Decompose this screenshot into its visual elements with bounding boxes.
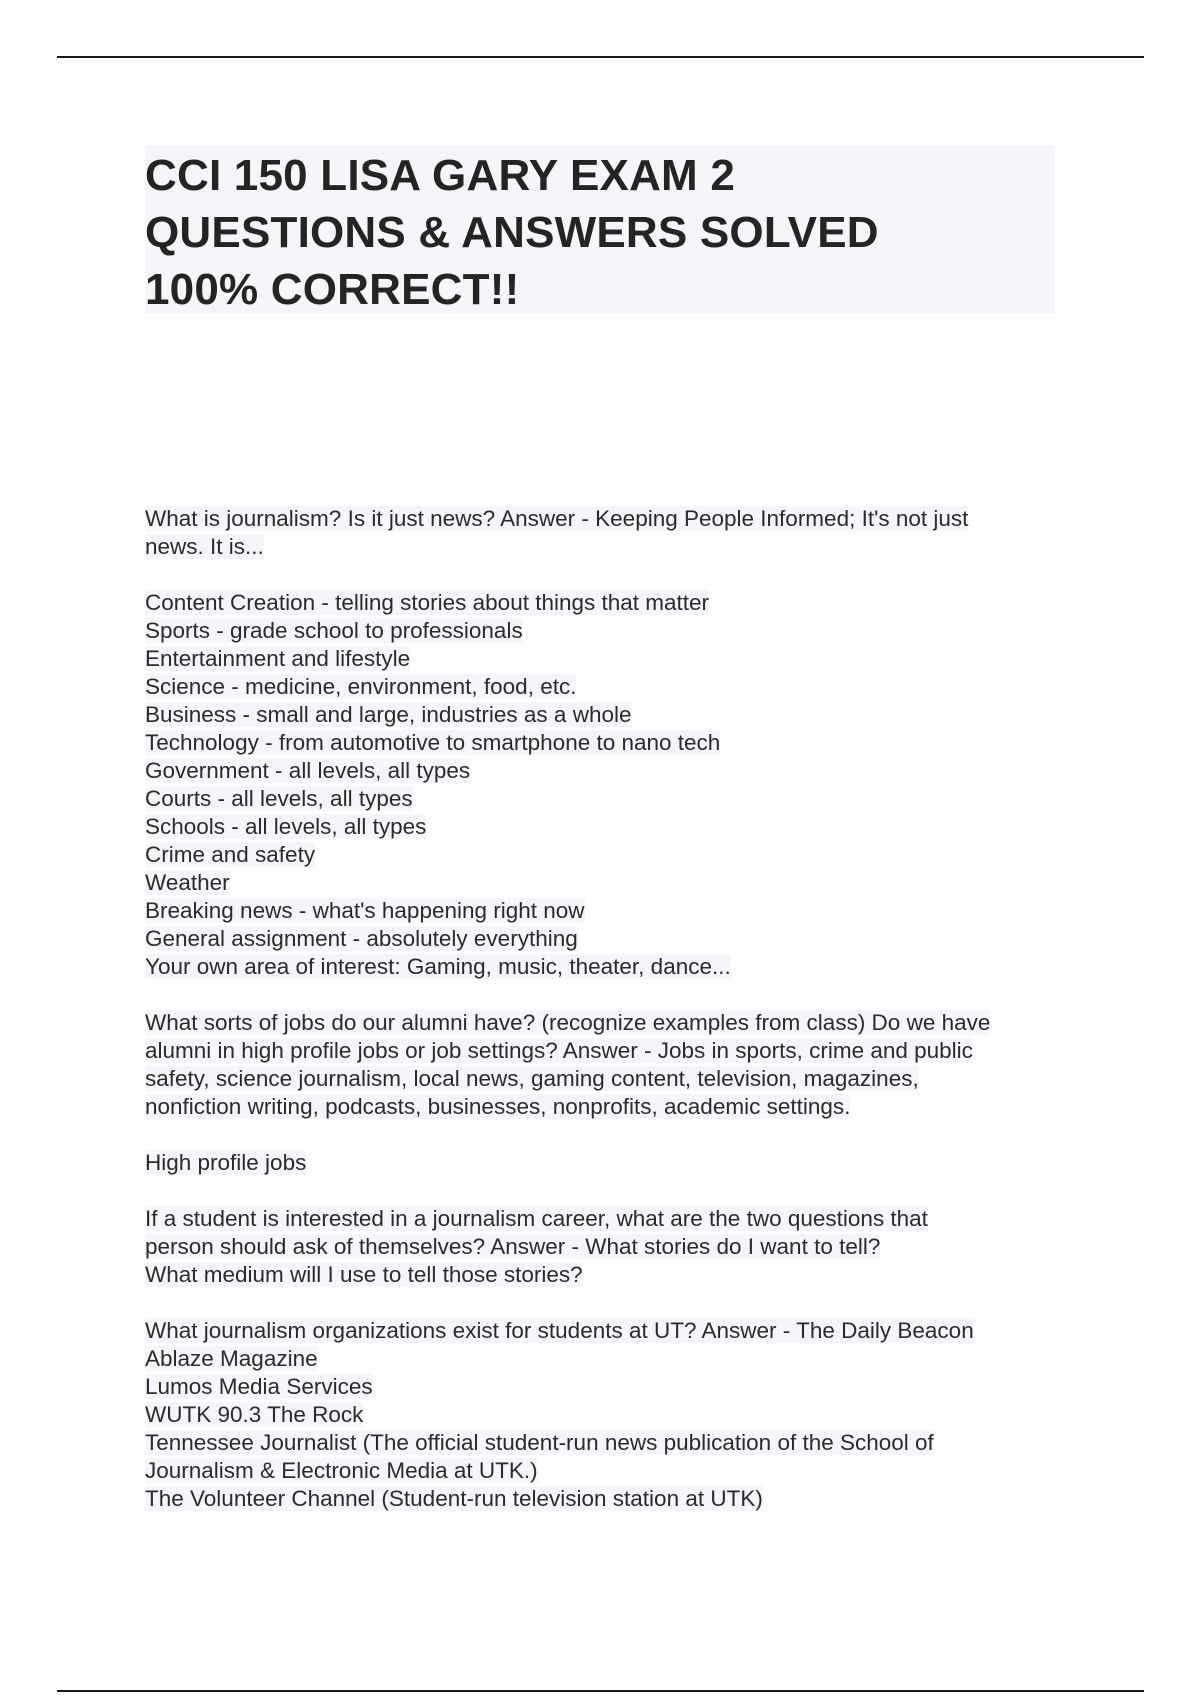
text-line-container (145, 1317, 1075, 1345)
text-line: Courts - all levels, all types (145, 786, 413, 811)
paragraph (145, 1149, 1075, 1177)
text-line-container (145, 1093, 1075, 1121)
text-line-container (145, 785, 1075, 813)
top-divider (57, 56, 1144, 58)
text-line-container (145, 729, 1075, 757)
paragraph (145, 505, 1075, 561)
title-line: 100% CORRECT!! (145, 265, 520, 314)
document-body (145, 505, 1075, 1541)
text-line-container (145, 701, 1075, 729)
text-line-container (145, 925, 1075, 953)
text-line: General assignment - absolutely everything (145, 926, 578, 951)
text-line: What sorts of jobs do our alumni have? (recognize examples from class) Do we have (145, 1010, 991, 1035)
text-line: The Volunteer Channel (Student-run television station at UTK) (145, 1486, 763, 1511)
text-line-container (145, 1065, 1075, 1093)
text-line: Business - small and large, industries as a whole (145, 702, 632, 727)
bottom-divider (57, 1690, 1144, 1692)
text-line-container (145, 645, 1075, 673)
text-line: safety, science journalism, local news, gaming content, television, magazines, (145, 1066, 919, 1091)
text-line-container (145, 1345, 1075, 1373)
text-line: person should ask of themselves? Answer - What stories do I want to tell? (145, 1234, 881, 1259)
text-line: Science - medicine, environment, food, etc. (145, 674, 577, 699)
text-line-container (145, 1457, 1075, 1485)
text-line-container (145, 1485, 1075, 1513)
text-line: What is journalism? Is it just news? Answer - Keeping People Informed; It's not just (145, 506, 969, 531)
text-line-container (145, 589, 1075, 617)
text-line: Sports - grade school to professionals (145, 618, 523, 643)
text-line: news. It is... (145, 534, 264, 559)
text-line: High profile jobs (145, 1150, 307, 1175)
document-title (145, 145, 1055, 313)
text-line-container (145, 813, 1075, 841)
text-line-container (145, 1429, 1075, 1457)
text-line: Breaking news - what's happening right now (145, 898, 585, 923)
text-line: What medium will I use to tell those stories? (145, 1262, 583, 1287)
paragraph (145, 1009, 1075, 1121)
text-line: What journalism organizations exist for students at UT? Answer - The Daily Beacon (145, 1318, 974, 1343)
text-line: Crime and safety (145, 842, 316, 867)
text-line: Your own area of interest: Gaming, music, theater, dance... (145, 954, 731, 979)
paragraph (145, 589, 1075, 981)
text-line-container (145, 1233, 1075, 1261)
text-line-container (145, 1373, 1075, 1401)
text-line: Lumos Media Services (145, 1374, 373, 1399)
text-line-container (145, 617, 1075, 645)
text-line: Journalism & Electronic Media at UTK.) (145, 1458, 538, 1483)
text-line-container (145, 1149, 1075, 1177)
text-line-container (145, 869, 1075, 897)
text-line: If a student is interested in a journalism career, what are the two questions that (145, 1206, 928, 1231)
text-line-container (145, 1037, 1075, 1065)
text-line: Ablaze Magazine (145, 1346, 318, 1371)
paragraph (145, 1317, 1075, 1513)
text-line-container (145, 673, 1075, 701)
title-line: QUESTIONS & ANSWERS SOLVED (145, 208, 879, 257)
text-line: nonfiction writing, podcasts, businesses, nonprofits, academic settings. (145, 1094, 851, 1119)
text-line-container (145, 897, 1075, 925)
text-line: Tennessee Journalist (The official student-run news publication of the School of (145, 1430, 934, 1455)
text-line: Technology - from automotive to smartphone to nano tech (145, 730, 721, 755)
title-line: CCI 150 LISA GARY EXAM 2 (145, 151, 735, 200)
paragraph (145, 1205, 1075, 1289)
text-line: alumni in high profile jobs or job settings? Answer - Jobs in sports, crime and public (145, 1038, 973, 1063)
text-line-container (145, 1205, 1075, 1233)
text-line: Schools - all levels, all types (145, 814, 427, 839)
text-line-container (145, 1401, 1075, 1429)
text-line-container (145, 953, 1075, 981)
text-line-container (145, 505, 1075, 533)
text-line: Entertainment and lifestyle (145, 646, 411, 671)
text-line: WUTK 90.3 The Rock (145, 1402, 364, 1427)
text-line-container (145, 1009, 1075, 1037)
text-line: Government - all levels, all types (145, 758, 471, 783)
text-line: Content Creation - telling stories about things that matter (145, 590, 710, 615)
text-line-container (145, 1261, 1075, 1289)
text-line: Weather (145, 870, 230, 895)
text-line-container (145, 533, 1075, 561)
text-line-container (145, 757, 1075, 785)
text-line-container (145, 841, 1075, 869)
